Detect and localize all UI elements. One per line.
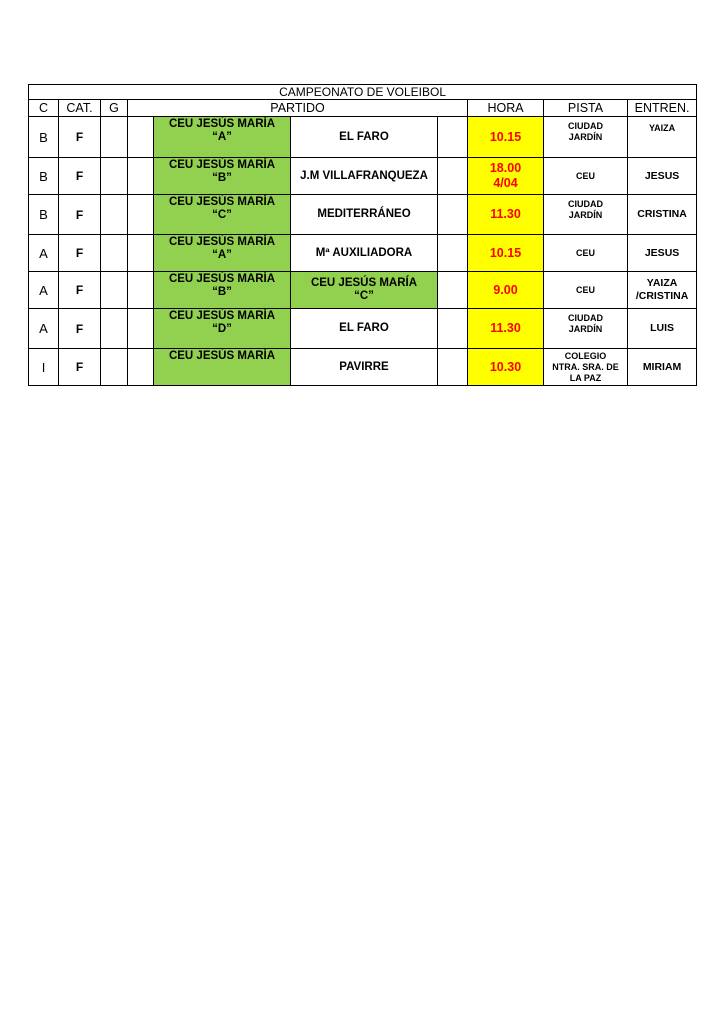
cell-line: “C” bbox=[212, 209, 232, 221]
table-row bbox=[29, 272, 697, 309]
cell-home-team bbox=[154, 158, 291, 195]
schedule-body bbox=[29, 117, 697, 386]
cell-extra bbox=[438, 309, 468, 349]
cell-hora bbox=[468, 349, 544, 386]
cell-line: NTRA. SRA. DE bbox=[552, 361, 619, 372]
cell-line: CEU JESÚS MARÍA bbox=[310, 277, 418, 289]
cell-hora bbox=[468, 272, 544, 309]
cell-line: “D” bbox=[212, 323, 232, 335]
cell-extra bbox=[438, 272, 468, 309]
cell-line: LUIS bbox=[650, 322, 675, 334]
cell-entren bbox=[628, 309, 697, 349]
cell-line: 10.15 bbox=[489, 245, 522, 260]
cell-home-team bbox=[154, 117, 291, 158]
cell-line: 11.30 bbox=[490, 207, 521, 221]
cell-line: MIRIAM bbox=[642, 360, 682, 373]
cell-away-team bbox=[291, 195, 438, 235]
cell-line: CEU JESÚS MARÍA bbox=[168, 350, 276, 362]
cell-line: JESUS bbox=[644, 246, 680, 259]
cell-extra bbox=[438, 349, 468, 386]
cell-line: PAVIRRE bbox=[339, 360, 389, 373]
cell-away-team bbox=[291, 235, 438, 272]
table-row bbox=[29, 158, 697, 195]
cell-cat: F bbox=[59, 235, 101, 272]
cell-extra bbox=[438, 117, 468, 158]
cell-hora bbox=[468, 235, 544, 272]
cell-g bbox=[101, 349, 128, 386]
cell-extra bbox=[438, 195, 468, 235]
cell-entren bbox=[628, 235, 697, 272]
cell-cat: F bbox=[59, 117, 101, 158]
cell-line: Mª AUXILIADORA bbox=[315, 246, 413, 259]
cell-line: COLEGIO bbox=[564, 350, 607, 361]
cell-extra bbox=[438, 158, 468, 195]
cell-line: 9.00 bbox=[493, 282, 518, 297]
cell-cat: F bbox=[59, 195, 101, 235]
cell-line: 10.15 bbox=[489, 129, 522, 144]
cell-line: 18.00 bbox=[489, 161, 522, 175]
cell-away-team bbox=[291, 272, 438, 309]
cell-line: YAIZA bbox=[646, 277, 678, 289]
header-g: G bbox=[101, 100, 128, 117]
cell-away-team bbox=[291, 309, 438, 349]
cell-line: CEU JESÚS MARÍA bbox=[168, 118, 276, 130]
cell-cat: F bbox=[59, 309, 101, 349]
cell-line: CEU JESÚS MARÍA bbox=[168, 159, 276, 171]
table-row bbox=[29, 309, 697, 349]
header-c: C bbox=[29, 100, 59, 117]
schedule-table bbox=[28, 84, 697, 386]
cell-g bbox=[101, 272, 128, 309]
cell-hora bbox=[468, 195, 544, 235]
header-partido: PARTIDO bbox=[128, 100, 468, 117]
header-entren: ENTREN. bbox=[628, 100, 697, 117]
cell-line: “A” bbox=[212, 131, 232, 143]
cell-hora bbox=[468, 309, 544, 349]
table-row bbox=[29, 235, 697, 272]
cell-entren bbox=[628, 117, 697, 158]
cell-line: CRISTINA bbox=[637, 208, 687, 220]
cell-cat: F bbox=[59, 158, 101, 195]
header-pista: PISTA bbox=[544, 100, 628, 117]
table-row bbox=[29, 195, 697, 235]
cell-line: CEU bbox=[575, 247, 595, 258]
cell-c: B bbox=[29, 117, 59, 158]
cell-c: A bbox=[29, 235, 59, 272]
cell-line: CIUDAD bbox=[568, 313, 603, 323]
cell-line: “B” bbox=[212, 286, 232, 298]
cell-pista bbox=[544, 349, 628, 386]
cell-line: CEU bbox=[575, 170, 595, 181]
cell-line: CEU JESÚS MARÍA bbox=[168, 273, 276, 285]
cell-c: A bbox=[29, 272, 59, 309]
cell-line: JARDÍN bbox=[568, 210, 603, 220]
cell-c: B bbox=[29, 195, 59, 235]
cell-line: JARDÍN bbox=[568, 132, 603, 142]
cell-line: 4/04 bbox=[493, 176, 518, 190]
cell-pista bbox=[544, 195, 628, 235]
cell-line: “B” bbox=[212, 172, 232, 184]
cell-line: 11.30 bbox=[490, 321, 521, 335]
cell-entren bbox=[628, 349, 697, 386]
cell-line: 10.30 bbox=[489, 359, 522, 374]
cell-away-team bbox=[291, 349, 438, 386]
cell-line: CIUDAD bbox=[568, 199, 603, 209]
cell-cat: F bbox=[59, 272, 101, 309]
cell-g bbox=[101, 235, 128, 272]
cell-pista bbox=[544, 117, 628, 158]
cell-g bbox=[101, 117, 128, 158]
cell-pista bbox=[544, 158, 628, 195]
cell-spacer bbox=[128, 235, 154, 272]
cell-home-team bbox=[154, 272, 291, 309]
cell-g bbox=[101, 309, 128, 349]
cell-line: EL FARO bbox=[339, 322, 389, 334]
table-title: CAMPEONATO DE VOLEIBOL bbox=[29, 85, 697, 100]
cell-entren bbox=[628, 158, 697, 195]
cell-line: EL FARO bbox=[339, 130, 389, 143]
cell-spacer bbox=[128, 272, 154, 309]
cell-spacer bbox=[128, 195, 154, 235]
cell-pista bbox=[544, 272, 628, 309]
cell-line: YAIZA bbox=[648, 123, 676, 133]
cell-spacer bbox=[128, 349, 154, 386]
cell-line: JESUS bbox=[644, 169, 680, 182]
cell-home-team bbox=[154, 235, 291, 272]
cell-g bbox=[101, 195, 128, 235]
cell-home-team bbox=[154, 195, 291, 235]
cell-line: LA PAZ bbox=[569, 372, 602, 383]
cell-pista bbox=[544, 309, 628, 349]
cell-line: CEU JESÚS MARÍA bbox=[168, 310, 276, 322]
table-row bbox=[29, 117, 697, 158]
cell-pista bbox=[544, 235, 628, 272]
cell-spacer bbox=[128, 309, 154, 349]
header-hora: HORA bbox=[468, 100, 544, 117]
cell-hora bbox=[468, 158, 544, 195]
cell-cat: F bbox=[59, 349, 101, 386]
table-row bbox=[29, 349, 697, 386]
cell-line: CIUDAD bbox=[568, 121, 603, 131]
cell-line: “C” bbox=[354, 290, 374, 302]
cell-line: /CRISTINA bbox=[635, 290, 689, 302]
cell-away-team bbox=[291, 117, 438, 158]
cell-g bbox=[101, 158, 128, 195]
cell-line: “A” bbox=[212, 249, 232, 261]
cell-entren bbox=[628, 195, 697, 235]
cell-entren bbox=[628, 272, 697, 309]
cell-extra bbox=[438, 235, 468, 272]
cell-away-team bbox=[291, 158, 438, 195]
cell-home-team bbox=[154, 309, 291, 349]
cell-c: I bbox=[29, 349, 59, 386]
cell-line: J.M VILLAFRANQUEZA bbox=[300, 169, 428, 182]
header-cat: CAT. bbox=[59, 100, 101, 117]
cell-spacer bbox=[128, 117, 154, 158]
cell-line: CEU JESÚS MARÍA bbox=[168, 236, 276, 248]
cell-spacer bbox=[128, 158, 154, 195]
cell-c: B bbox=[29, 158, 59, 195]
cell-c: A bbox=[29, 309, 59, 349]
cell-home-team bbox=[154, 349, 291, 386]
cell-line: JARDÍN bbox=[568, 324, 603, 334]
cell-hora bbox=[468, 117, 544, 158]
cell-line: CEU JESÚS MARÍA bbox=[168, 196, 276, 208]
cell-line: MEDITERRÁNEO bbox=[317, 208, 411, 220]
cell-line: CEU bbox=[575, 284, 595, 295]
